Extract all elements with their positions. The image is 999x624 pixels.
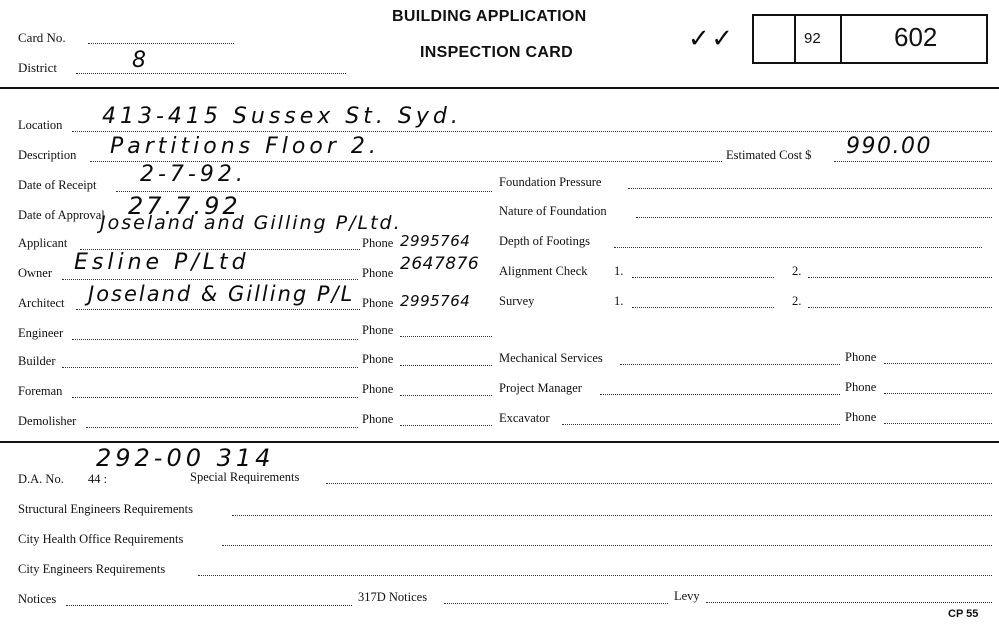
date-receipt-label: Date of Receipt	[18, 178, 97, 192]
estimated-cost-field[interactable]	[834, 161, 992, 162]
divider-middle	[0, 441, 999, 443]
mechanical-phone-field[interactable]	[884, 363, 992, 364]
alignment-check-1-field[interactable]	[632, 277, 774, 278]
foundation-pressure-field[interactable]	[628, 188, 992, 189]
survey-2-field[interactable]	[808, 307, 992, 308]
da-no-value: 292-00 314	[96, 444, 275, 472]
card-number-box	[752, 14, 988, 64]
divider-top	[0, 87, 999, 89]
applicant-value: Joseland and Gilling P/Ltd.	[100, 212, 402, 234]
description-value: Partitions Floor 2.	[110, 134, 380, 159]
survey-1-field[interactable]	[632, 307, 774, 308]
survey-2-label: 2.	[792, 294, 802, 308]
excavator-phone-label: Phone	[845, 410, 877, 424]
notices-field[interactable]	[66, 605, 352, 606]
project-manager-phone-label: Phone	[845, 380, 877, 394]
builder-phone-label: Phone	[362, 352, 394, 366]
demolisher-phone-field[interactable]	[400, 425, 492, 426]
engineer-label: Engineer	[18, 326, 64, 340]
city-engineers-label: City Engineers Requirements	[18, 562, 166, 576]
architect-field[interactable]	[76, 309, 360, 310]
city-engineers-field[interactable]	[198, 575, 992, 576]
date-approval-value: 27.7.92	[128, 192, 241, 220]
special-requirements-field[interactable]	[326, 483, 992, 484]
form-title-line2: INSPECTION CARD	[420, 44, 573, 61]
engineer-phone-label: Phone	[362, 323, 394, 337]
project-manager-field[interactable]	[600, 394, 840, 395]
applicant-phone-label: Phone	[362, 236, 394, 250]
health-field[interactable]	[222, 545, 992, 546]
excavator-phone-field[interactable]	[884, 423, 992, 424]
owner-field[interactable]	[62, 279, 358, 280]
health-label: City Health Office Requirements	[18, 532, 184, 546]
project-manager-label: Project Manager	[499, 381, 582, 395]
survey-label: Survey	[499, 294, 535, 308]
architect-value: Joseland & Gilling P/L	[88, 282, 355, 306]
applicant-label: Applicant	[18, 236, 68, 250]
foreman-phone-label: Phone	[362, 382, 394, 396]
check-mark-icon: ✓✓	[688, 24, 735, 54]
alignment-check-1-label: 1.	[614, 264, 624, 278]
estimated-cost-value: 990.00	[846, 134, 932, 159]
form-code: CP 55	[948, 608, 979, 620]
project-manager-phone-field[interactable]	[884, 393, 992, 394]
da-no-prefix: 44 :	[88, 472, 108, 486]
alignment-check-label: Alignment Check	[499, 264, 588, 278]
excavator-field[interactable]	[562, 424, 840, 425]
survey-1-label: 1.	[614, 294, 624, 308]
card-no-label: Card No.	[18, 30, 66, 45]
card-no-field[interactable]	[88, 43, 234, 44]
notices-317d-field[interactable]	[444, 603, 668, 604]
owner-phone-value: 2647876	[400, 254, 480, 274]
foreman-label: Foreman	[18, 384, 63, 398]
engineer-phone-field[interactable]	[400, 336, 492, 337]
builder-field[interactable]	[62, 367, 358, 368]
nature-foundation-field[interactable]	[636, 217, 992, 218]
district-field[interactable]	[76, 73, 346, 74]
owner-phone-label: Phone	[362, 266, 394, 280]
mechanical-services-field[interactable]	[620, 364, 840, 365]
da-no-label: D.A. No.	[18, 472, 64, 486]
alignment-check-2-label: 2.	[792, 264, 802, 278]
owner-label: Owner	[18, 266, 53, 280]
levy-field[interactable]	[706, 602, 992, 603]
structural-label: Structural Engineers Requirements	[18, 502, 193, 516]
structural-field[interactable]	[232, 515, 992, 516]
architect-phone-value: 2995764	[400, 292, 471, 310]
district-label: District	[18, 60, 57, 75]
description-label: Description	[18, 148, 77, 162]
owner-value: Esline P/Ltd	[74, 250, 250, 275]
builder-phone-field[interactable]	[400, 365, 492, 366]
date-approval-label: Date of Approval	[18, 208, 105, 222]
card-year: 92	[804, 30, 821, 47]
architect-label: Architect	[18, 296, 65, 310]
architect-phone-label: Phone	[362, 296, 394, 310]
demolisher-phone-label: Phone	[362, 412, 394, 426]
location-value: 413-415 Sussex St. Syd.	[102, 104, 462, 129]
mechanical-phone-label: Phone	[845, 350, 877, 364]
notices-317d-label: 317D Notices	[358, 590, 428, 604]
mechanical-services-label: Mechanical Services	[499, 351, 603, 365]
special-requirements-label: Special Requirements	[190, 470, 300, 484]
builder-label: Builder	[18, 354, 56, 368]
depth-footings-field[interactable]	[614, 247, 982, 248]
foreman-field[interactable]	[72, 397, 358, 398]
foundation-pressure-label: Foundation Pressure	[499, 175, 602, 189]
date-receipt-value: 2-7-92.	[140, 162, 247, 187]
form-title-line1: BUILDING APPLICATION	[392, 8, 587, 25]
demolisher-label: Demolisher	[18, 414, 77, 428]
demolisher-field[interactable]	[86, 427, 358, 428]
depth-footings-label: Depth of Footings	[499, 234, 590, 248]
location-label: Location	[18, 118, 63, 132]
location-field[interactable]	[72, 131, 992, 132]
notices-label: Notices	[18, 592, 57, 606]
engineer-field[interactable]	[72, 339, 358, 340]
applicant-phone-value: 2995764	[400, 232, 471, 250]
alignment-check-2-field[interactable]	[808, 277, 992, 278]
levy-label: Levy	[674, 589, 700, 603]
foreman-phone-field[interactable]	[400, 395, 492, 396]
nature-foundation-label: Nature of Foundation	[499, 204, 607, 218]
excavator-label: Excavator	[499, 411, 550, 425]
estimated-cost-label: Estimated Cost $	[726, 148, 812, 162]
district-value: 8	[132, 48, 148, 73]
card-number: 602	[894, 22, 938, 52]
